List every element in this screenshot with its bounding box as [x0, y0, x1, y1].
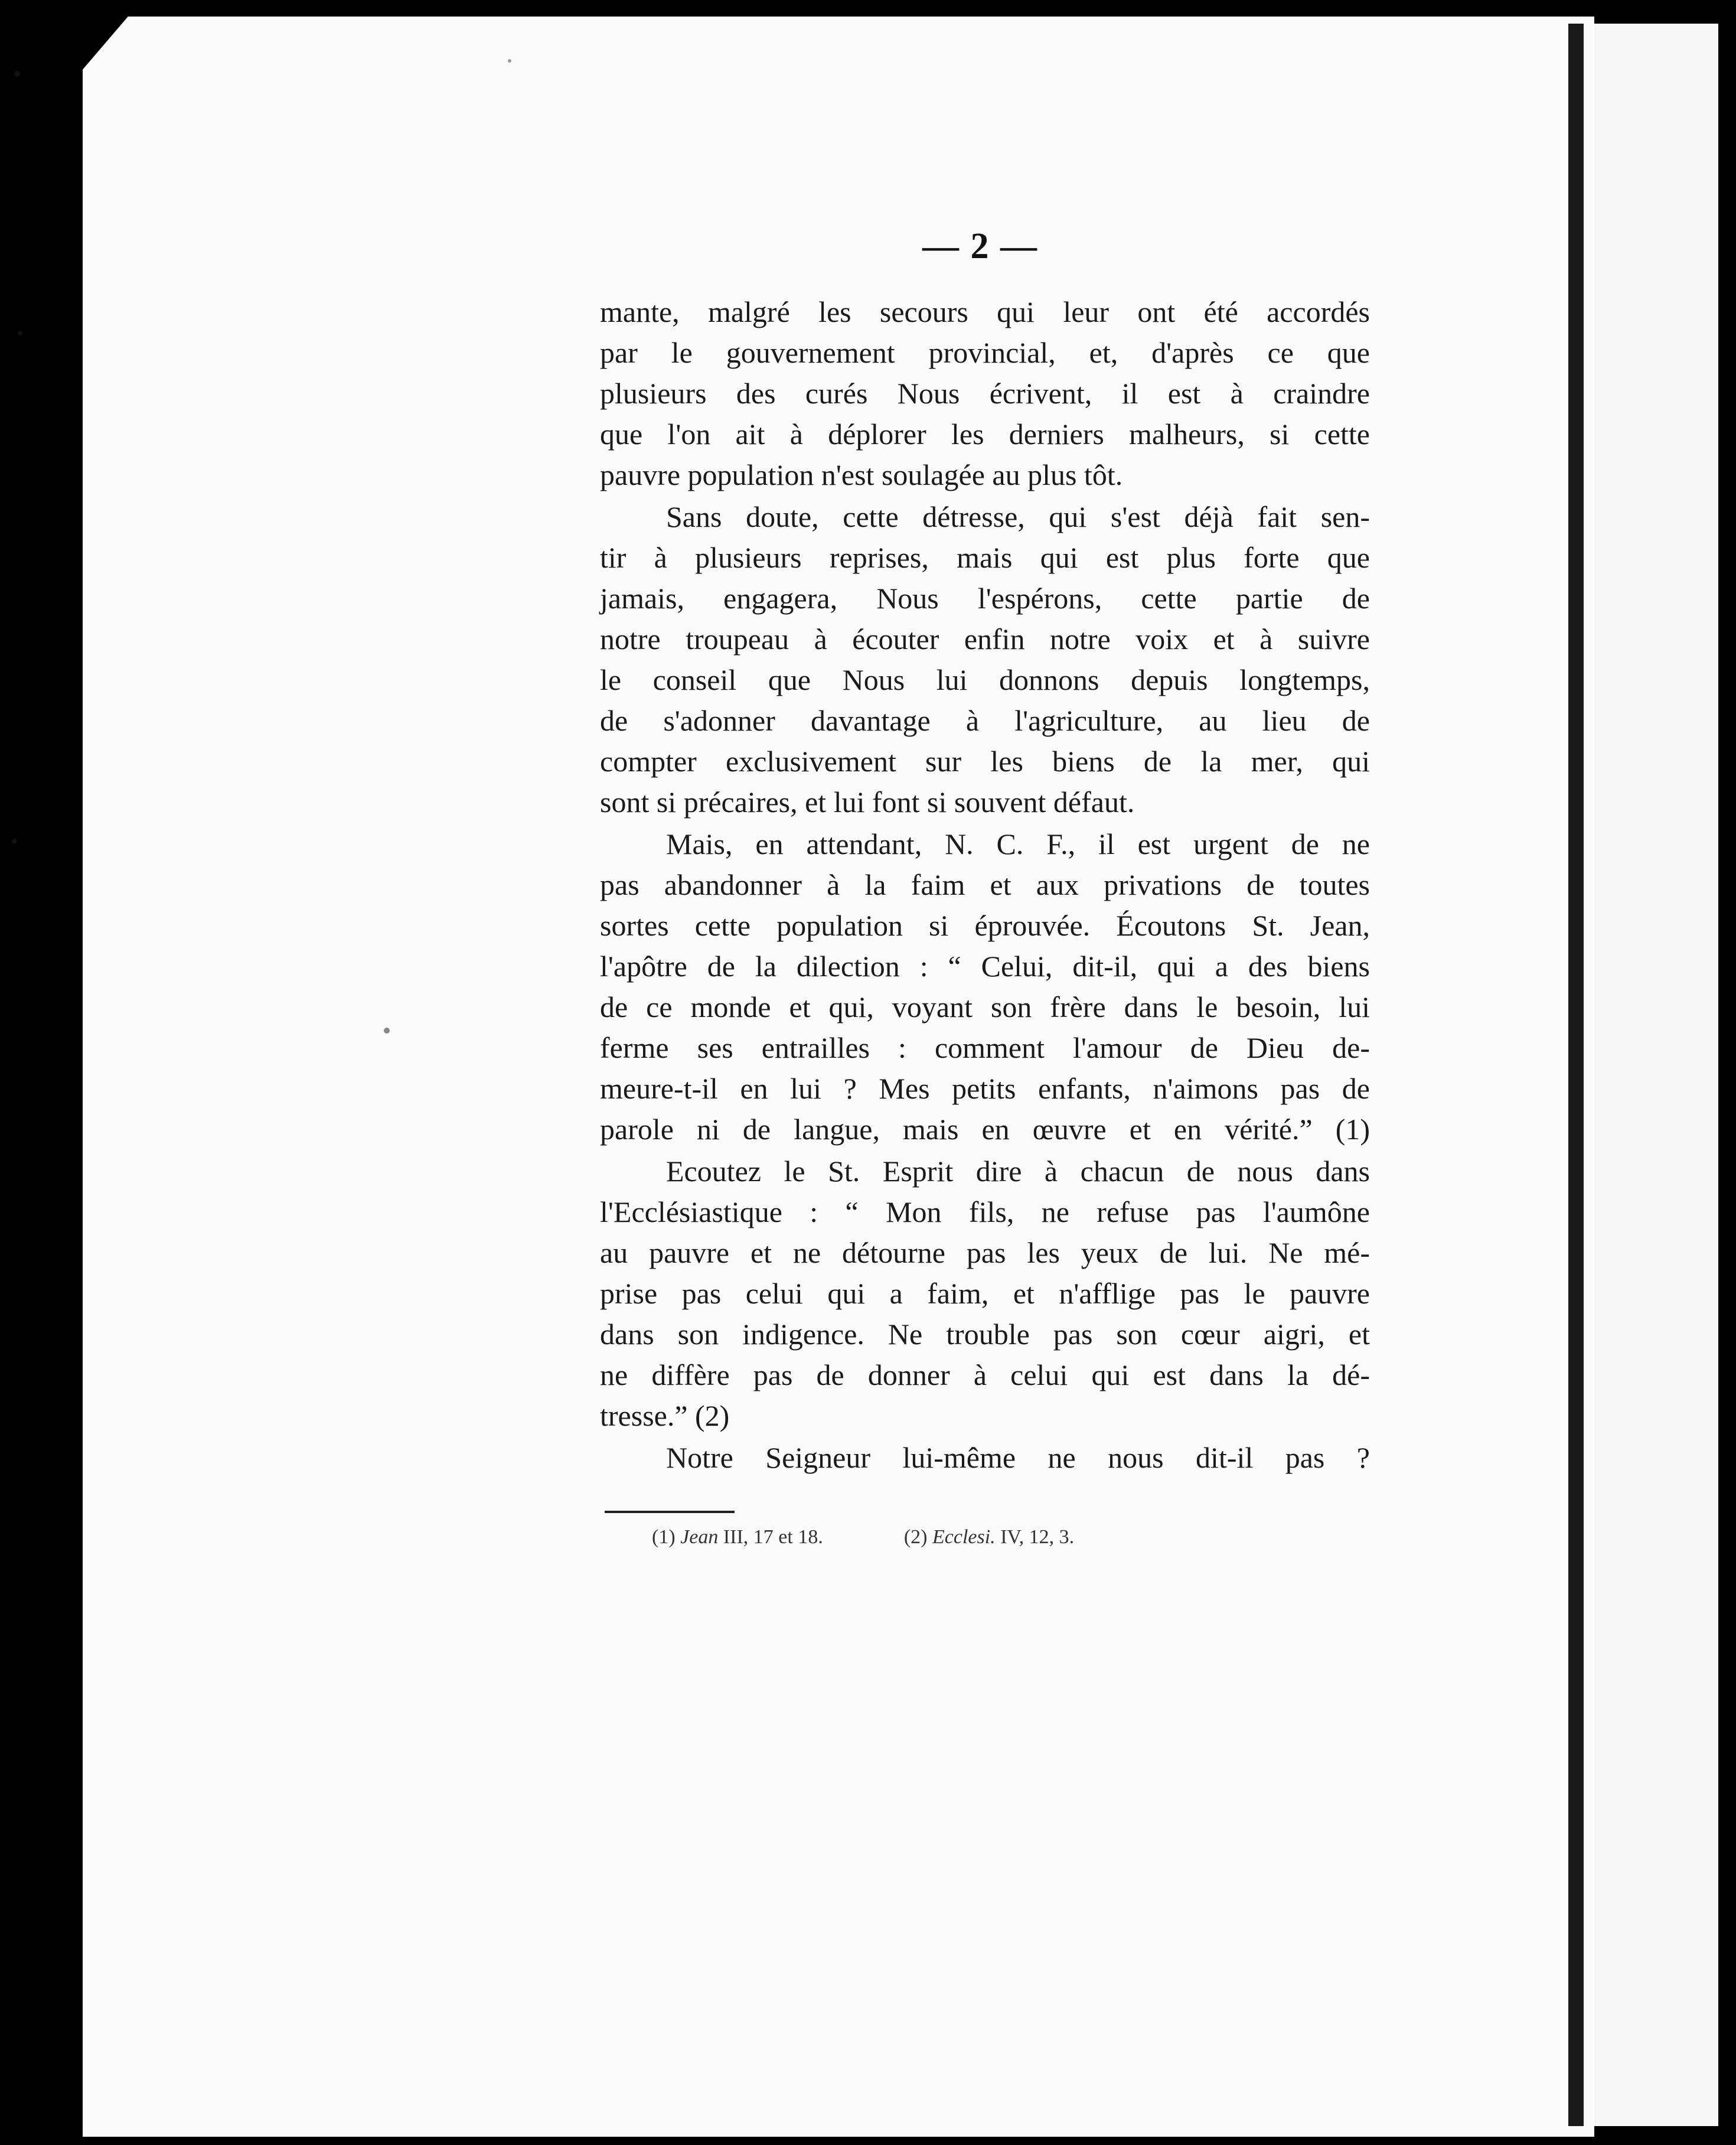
text-line: dans son indigence. Ne trouble pas son cœur aigri, et [600, 1318, 1370, 1351]
scan-speck [384, 1028, 390, 1034]
scan-speck [508, 59, 511, 63]
text-line: ferme ses entrailles : comment l'amour de Dieu de- [600, 1031, 1370, 1064]
footnote-reference: Jean [680, 1526, 719, 1548]
text-line: parole ni de langue, mais en œuvre et en vérité.” (1) [600, 1113, 1370, 1146]
text-line: l'apôtre de la dilection : “ Celui, dit-il, qui a des biens [600, 950, 1370, 983]
footnote [904, 1526, 1074, 1548]
text-line: pauvre population n'est soulagée au plus tôt. [600, 458, 1123, 491]
text-line: Notre Seigneur lui-même ne nous dit-il pas ? [666, 1441, 1370, 1474]
footnote-reference: Ecclesi. [932, 1526, 996, 1548]
scan-speck [14, 71, 20, 77]
page-number: — 2 — [922, 226, 1038, 266]
text-line: au pauvre et ne détourne pas les yeux de lui. Ne mé- [600, 1236, 1370, 1269]
text-line: compter exclusivement sur les biens de la mer, qui [600, 745, 1370, 778]
paragraph [600, 1437, 1370, 1478]
text-line: pas abandonner à la faim et aux privations de toutes [600, 868, 1370, 901]
text-line: plusieurs des curés Nous écrivent, il est à craindre [600, 377, 1370, 410]
text-line: notre troupeau à écouter enfin notre voix et à suivre [600, 622, 1370, 656]
footnotes [652, 1526, 1074, 1549]
text-line: tir à plusieurs reprises, mais qui est plus forte que [600, 541, 1370, 574]
text-line: Mais, en attendant, N. C. F., il est urgent de ne [666, 827, 1370, 860]
text-line: sortes cette population si éprouvée. Écoutons St. Jean, [600, 909, 1370, 942]
text-line: jamais, engagera, Nous l'espérons, cette partie de [600, 582, 1370, 615]
footnote-mark: (2) [903, 1526, 928, 1548]
text-line: sont si précaires, et lui font si souvent défaut. [600, 785, 1135, 819]
paragraph [600, 292, 1370, 495]
text-line: mante, malgré les secours qui leur ont été accordés [600, 295, 1370, 328]
text-line: Sans doute, cette détresse, qui s'est déjà fait sen- [666, 500, 1370, 533]
text-line: ne diffère pas de donner à celui qui est dans la dé- [600, 1358, 1370, 1391]
footnote-detail: IV, 12, 3. [1000, 1526, 1075, 1548]
page-fold-shadow [1568, 24, 1584, 2126]
text-line: meure-t-il en lui ? Mes petits enfants, n'aimons pas de [600, 1072, 1370, 1105]
body-text [600, 292, 1370, 1478]
footnote-divider [605, 1511, 735, 1513]
footnote [652, 1526, 828, 1548]
text-line: Ecoutez le St. Esprit dire à chacun de nous dans [666, 1155, 1370, 1188]
paragraph [600, 497, 1370, 823]
paragraph [600, 1151, 1370, 1436]
text-line: le conseil que Nous lui donnons depuis longtemps, [600, 663, 1370, 696]
text-line: tresse.” (2) [600, 1399, 730, 1432]
text-line: de s'adonner davantage à l'agriculture, au lieu de [600, 704, 1370, 737]
text-line: de ce monde et qui, voyant son frère dans le besoin, lui [600, 990, 1370, 1023]
footnote-mark: (1) [652, 1526, 676, 1548]
footnote-detail: III, 17 et 18. [723, 1526, 823, 1548]
scan-speck [18, 331, 22, 335]
adjacent-page-edge [1588, 24, 1718, 2126]
scan-speck [12, 839, 17, 844]
text-line: prise pas celui qui a faim, et n'afflige pas le pauvre [600, 1277, 1370, 1310]
text-line: que l'on ait à déplorer les derniers malheurs, si cette [600, 418, 1370, 451]
text-line: l'Ecclésiastique : “ Mon fils, ne refuse pas l'aumône [600, 1195, 1370, 1228]
text-line: par le gouvernement provincial, et, d'après ce que [600, 336, 1370, 369]
paragraph [600, 824, 1370, 1150]
